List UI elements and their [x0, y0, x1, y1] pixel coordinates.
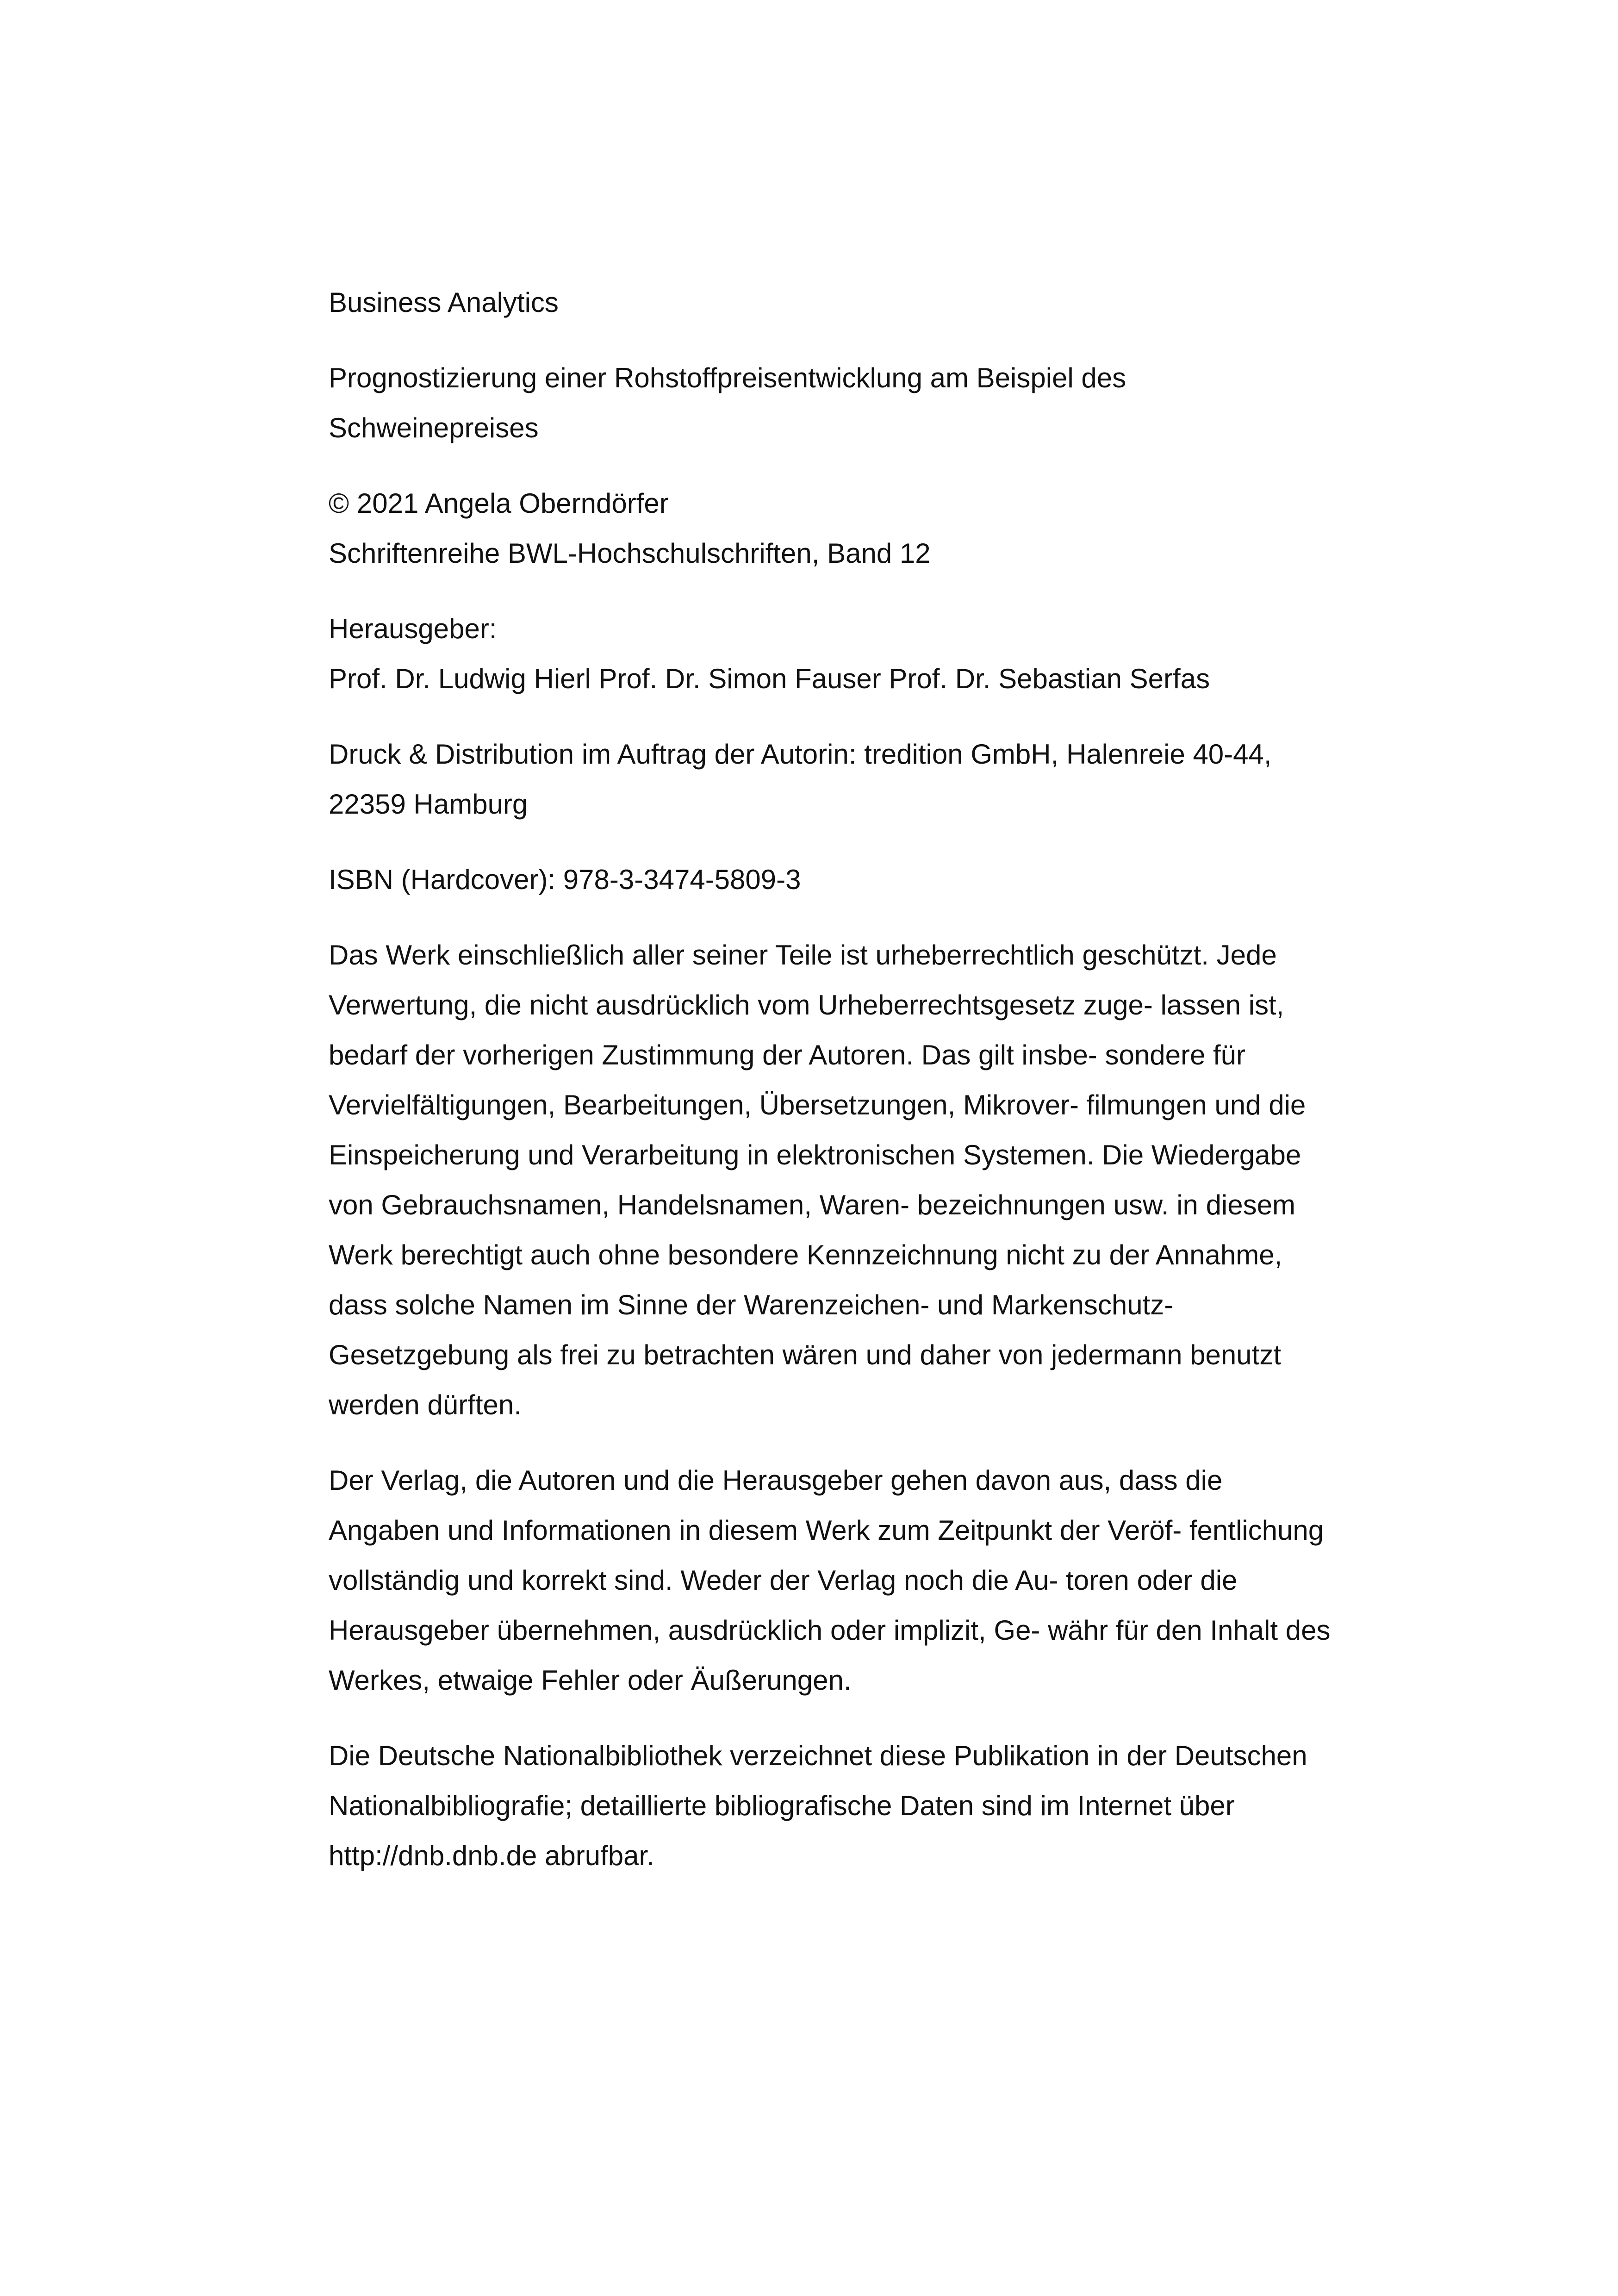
paragraph-line: Verwertung, die nicht ausdrücklich vom Urheberrechtsgesetz zuge- lassen ist, [329, 989, 1284, 1020]
paragraph-line: werden dürften. [329, 1389, 522, 1420]
paragraph-line: Werkes, etwaige Fehler oder Äußerungen. [329, 1665, 852, 1696]
paragraph-line: bedarf der vorherigen Zustimmung der Autoren. Das gilt insbe- sondere für [329, 1039, 1246, 1070]
series-line: Schriftenreihe BWL-Hochschulschriften, Band 12 [329, 538, 931, 569]
paragraph-line: Das Werk einschließlich aller seiner Teile ist urheberrechtlich geschützt. Jede [329, 940, 1277, 971]
paragraph-line: Nationalbibliografie; detaillierte bibliografische Daten sind im Internet über [329, 1790, 1235, 1821]
book-subtitle-line: Prognostizierung einer Rohstoffpreisentwicklung am Beispiel des [329, 362, 1126, 393]
paragraph-line: Die Deutsche Nationalbibliothek verzeichnet diese Publikation in der Deutschen [329, 1740, 1307, 1771]
book-title: Business Analytics [329, 287, 559, 318]
printing-block [329, 729, 1375, 829]
disclaimer-paragraph [329, 1456, 1375, 1705]
paragraph-line: Gesetzgebung als frei zu betrachten wären und daher von jedermann benutzt [329, 1339, 1281, 1370]
imprint-content [329, 278, 1375, 1906]
editors-label: Herausgeber: [329, 613, 497, 644]
book-subtitle-line: Schweinepreises [329, 412, 539, 443]
book-title-block [329, 278, 1375, 328]
paragraph-line: vollständig und korrekt sind. Weder der Verlag noch die Au- toren oder die [329, 1565, 1238, 1596]
paragraph-line: dass solche Namen im Sinne der Warenzeichen- und Markenschutz- [329, 1289, 1174, 1320]
printing-line: Druck & Distribution im Auftrag der Autorin: tredition GmbH, Halenreie 40-44, [329, 739, 1272, 770]
paragraph-line: von Gebrauchsnamen, Handelsnamen, Waren- bezeichnungen usw. in diesem [329, 1189, 1295, 1220]
dnb-link-line: http://dnb.dnb.de abrufbar. [329, 1840, 654, 1871]
copyright-notice-paragraph [329, 930, 1375, 1430]
paragraph-line: Herausgeber übernehmen, ausdrücklich oder implizit, Ge- währ für den Inhalt des [329, 1615, 1331, 1646]
dnb-paragraph [329, 1731, 1375, 1881]
printing-line: 22359 Hamburg [329, 789, 528, 820]
copyright-line: © 2021 Angela Oberndörfer [329, 488, 669, 519]
isbn-block [329, 855, 1375, 905]
paragraph-line: Einspeicherung und Verarbeitung in elektronischen Systemen. Die Wiedergabe [329, 1139, 1301, 1170]
isbn-line: ISBN (Hardcover): 978-3-3474-5809-3 [329, 864, 801, 895]
paragraph-line: Angaben und Informationen in diesem Werk zum Zeitpunkt der Veröf- fentlichung [329, 1515, 1324, 1546]
paragraph-line: Werk berechtigt auch ohne besondere Kennzeichnung nicht zu der Annahme, [329, 1239, 1282, 1270]
paragraph-line: Der Verlag, die Autoren und die Herausgeber gehen davon aus, dass die [329, 1465, 1223, 1496]
copyright-series-block [329, 479, 1375, 579]
book-subtitle-block [329, 353, 1375, 453]
paragraph-line: Vervielfältigungen, Bearbeitungen, Übersetzungen, Mikrover- filmungen und die [329, 1089, 1306, 1120]
editors-names: Prof. Dr. Ludwig Hierl Prof. Dr. Simon Fauser Prof. Dr. Sebastian Serfas [329, 663, 1210, 694]
editors-block [329, 604, 1375, 704]
